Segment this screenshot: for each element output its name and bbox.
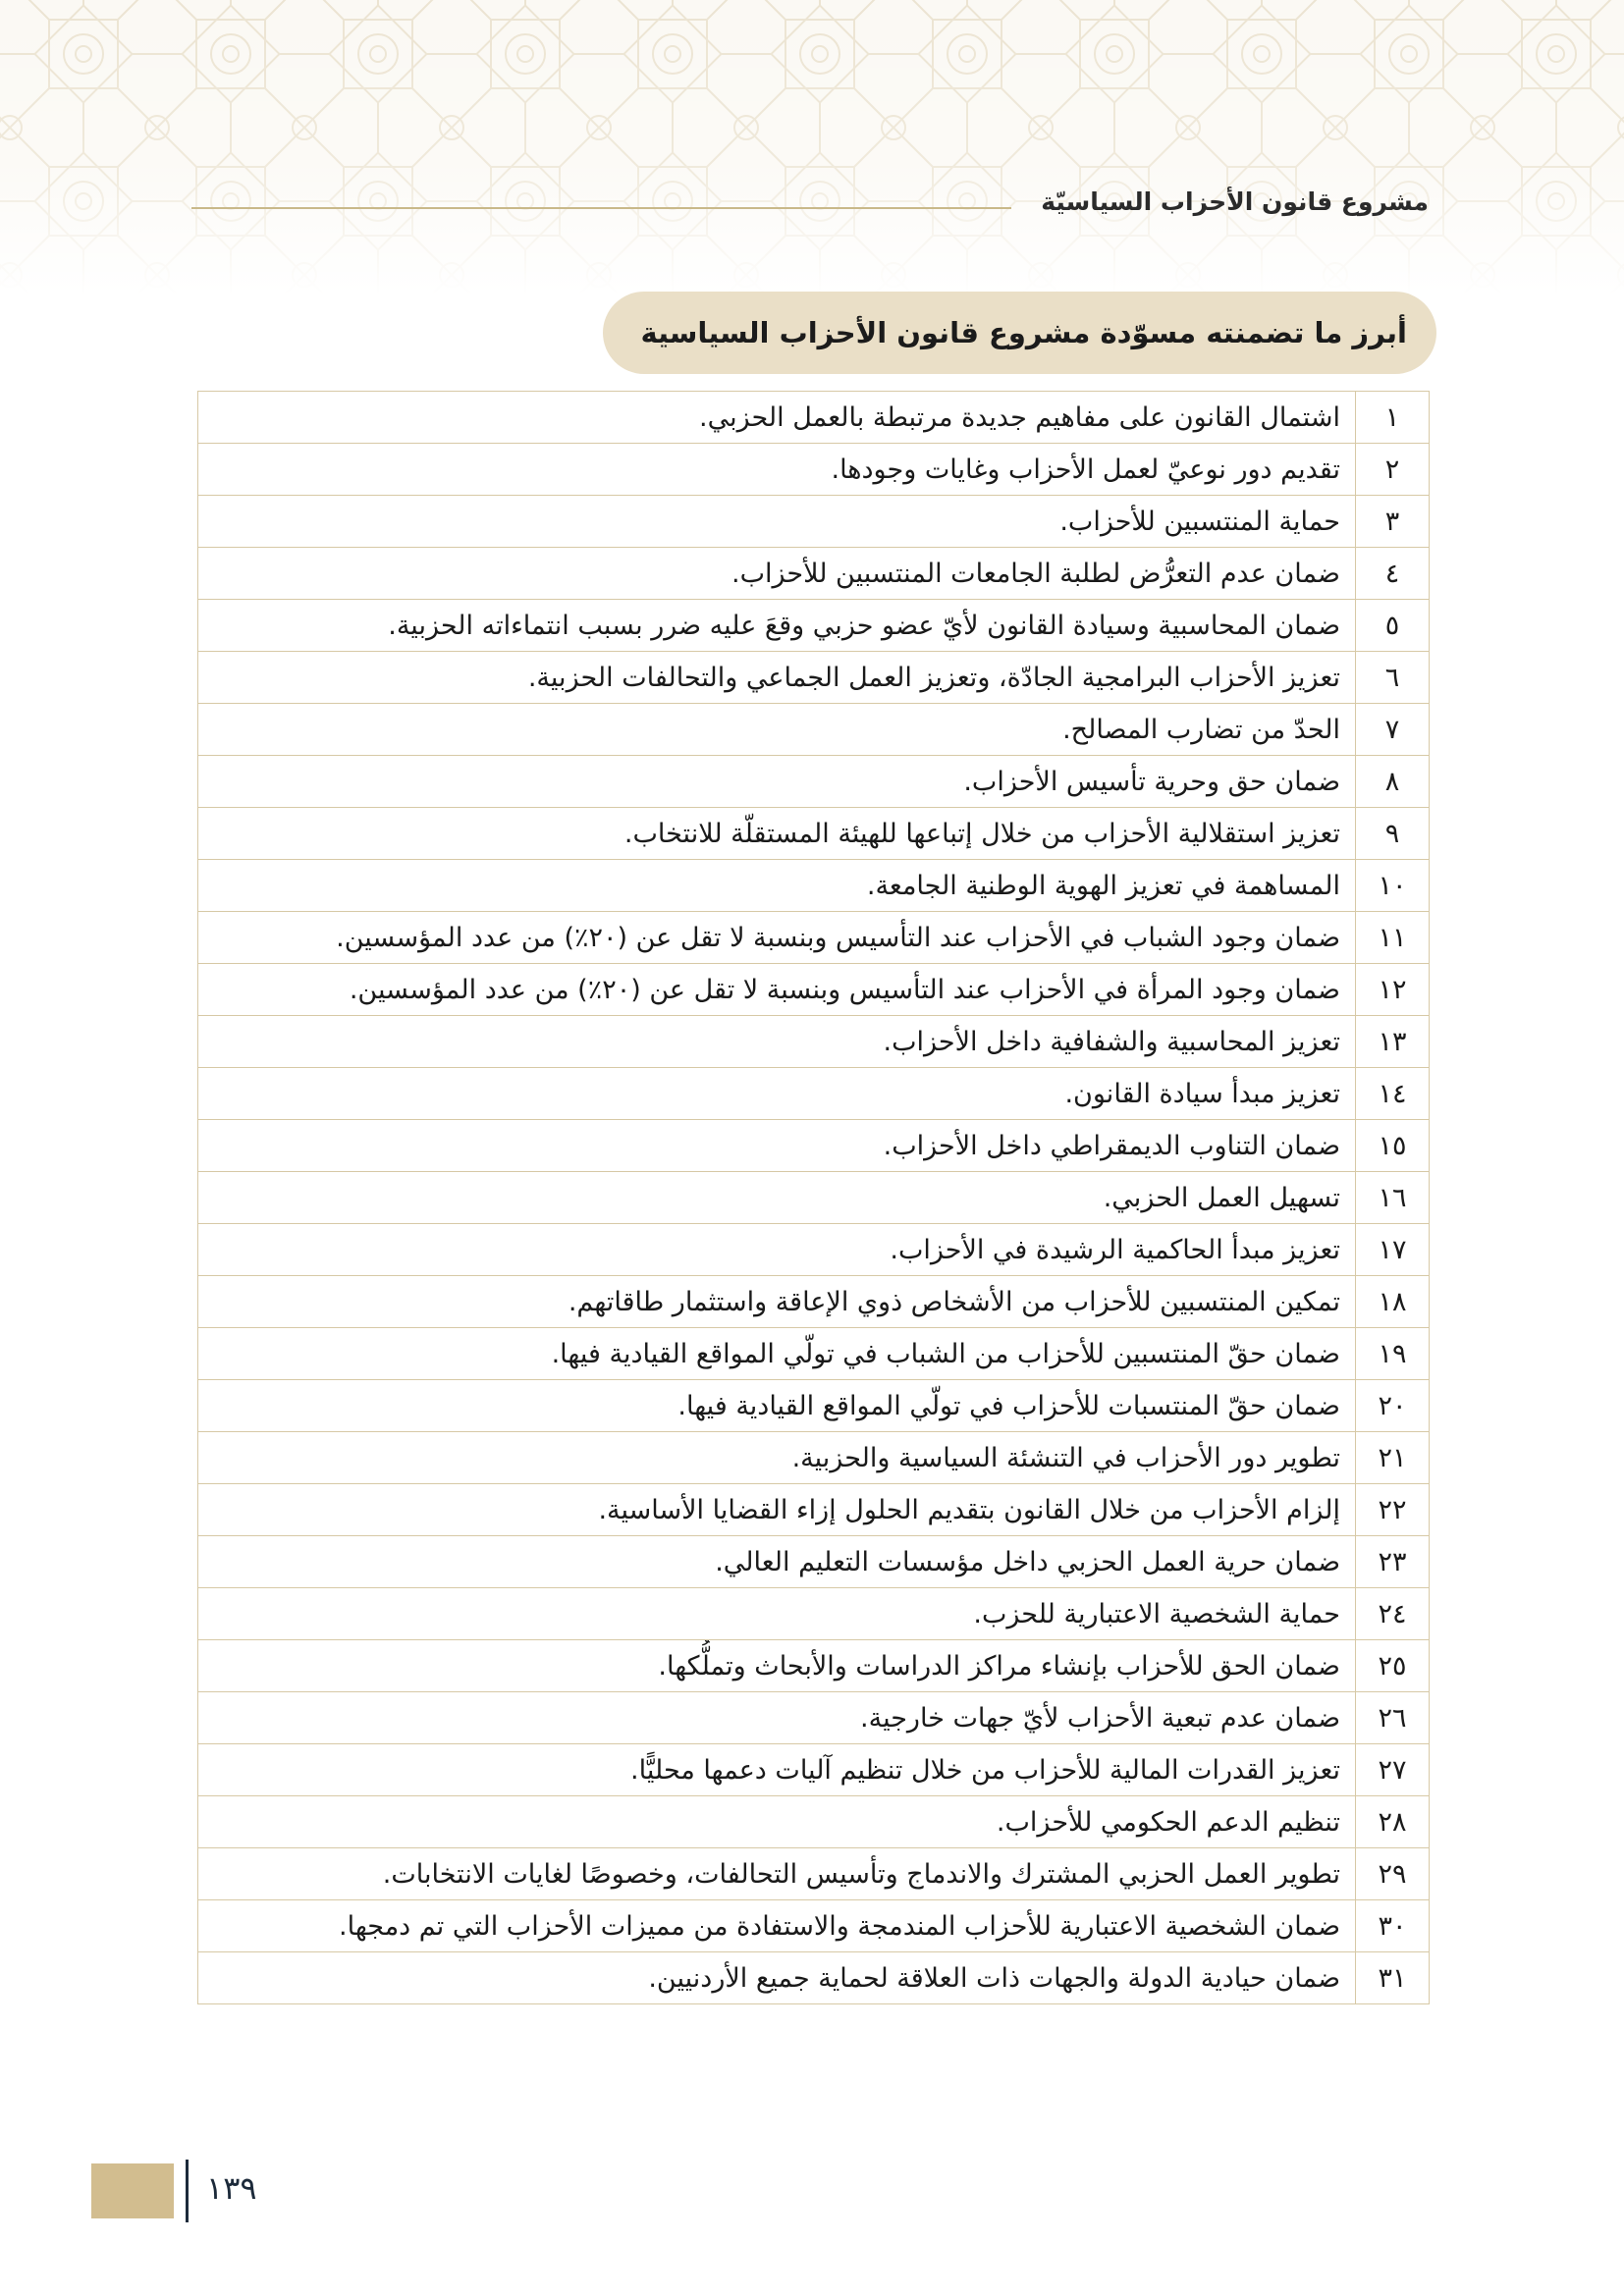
item-text: تعزيز القدرات المالية للأحزاب من خلال تنظيم آليات دعمها محليًّا. xyxy=(198,1744,1356,1796)
item-number: ٨ xyxy=(1356,756,1430,808)
table-row xyxy=(198,1796,1430,1848)
table-row xyxy=(198,600,1430,652)
header-rule xyxy=(191,207,1011,209)
item-number: ١٢ xyxy=(1356,964,1430,1016)
item-text: تعزيز المحاسبية والشفافية داخل الأحزاب. xyxy=(198,1016,1356,1068)
table-row xyxy=(198,1848,1430,1900)
item-text: تعزيز استقلالية الأحزاب من خلال إتباعها للهيئة المستقلّة للانتخاب. xyxy=(198,808,1356,860)
item-number: ١ xyxy=(1356,392,1430,444)
item-number: ١٤ xyxy=(1356,1068,1430,1120)
item-text: تطوير العمل الحزبي المشترك والاندماج وتأسيس التحالفات، وخصوصًا لغايات الانتخابات. xyxy=(198,1848,1356,1900)
item-text: تعزيز مبدأ الحاكمية الرشيدة في الأحزاب. xyxy=(198,1224,1356,1276)
page-number: ١٣٩ xyxy=(206,2169,257,2207)
item-number: ٣١ xyxy=(1356,1952,1430,2004)
item-number: ١٩ xyxy=(1356,1328,1430,1380)
item-number: ٢٨ xyxy=(1356,1796,1430,1848)
item-text: ضمان الشخصية الاعتبارية للأحزاب المندمجة والاستفادة من مميزات الأحزاب التي تم دمجها. xyxy=(198,1900,1356,1952)
table-row xyxy=(198,1900,1430,1952)
item-number: ٢٠ xyxy=(1356,1380,1430,1432)
item-text: ضمان وجود المرأة في الأحزاب عند التأسيس وبنسبة لا تقل عن (٢٠٪) من عدد المؤسسين. xyxy=(198,964,1356,1016)
item-number: ٢ xyxy=(1356,444,1430,496)
item-number: ٥ xyxy=(1356,600,1430,652)
section-banner xyxy=(603,292,1436,374)
item-number: ٢٣ xyxy=(1356,1536,1430,1588)
section-title: أبرز ما تضمنته مسوّدة مشروع قانون الأحزاب السياسية xyxy=(640,316,1407,349)
item-text: اشتمال القانون على مفاهيم جديدة مرتبطة بالعمل الحزبي. xyxy=(198,392,1356,444)
table-row xyxy=(198,1276,1430,1328)
item-number: ٣ xyxy=(1356,496,1430,548)
item-text: تنظيم الدعم الحكومي للأحزاب. xyxy=(198,1796,1356,1848)
item-number: ٤ xyxy=(1356,548,1430,600)
item-text: تمكين المنتسبين للأحزاب من الأشخاص ذوي الإعاقة واستثمار طاقاتهم. xyxy=(198,1276,1356,1328)
table-row xyxy=(198,912,1430,964)
running-header xyxy=(191,182,1429,221)
item-text: تسهيل العمل الحزبي. xyxy=(198,1172,1356,1224)
table-row xyxy=(198,1588,1430,1640)
item-number: ١٧ xyxy=(1356,1224,1430,1276)
item-text: إلزام الأحزاب من خلال القانون بتقديم الحلول إزاء القضايا الأساسية. xyxy=(198,1484,1356,1536)
table-row xyxy=(198,1692,1430,1744)
item-text: تعزيز مبدأ سيادة القانون. xyxy=(198,1068,1356,1120)
table-row xyxy=(198,704,1430,756)
item-number: ٢٧ xyxy=(1356,1744,1430,1796)
table-row xyxy=(198,756,1430,808)
table-row xyxy=(198,1016,1430,1068)
item-text: تعزيز الأحزاب البرامجية الجادّة، وتعزيز العمل الجماعي والتحالفات الحزبية. xyxy=(198,652,1356,704)
item-number: ٧ xyxy=(1356,704,1430,756)
item-text: ضمان التناوب الديمقراطي داخل الأحزاب. xyxy=(198,1120,1356,1172)
item-text: تقديم دور نوعيّ لعمل الأحزاب وغايات وجودها. xyxy=(198,444,1356,496)
table-row xyxy=(198,1328,1430,1380)
table-row xyxy=(198,1484,1430,1536)
item-number: ٢١ xyxy=(1356,1432,1430,1484)
item-text: ضمان وجود الشباب في الأحزاب عند التأسيس وبنسبة لا تقل عن (٢٠٪) من عدد المؤسسين. xyxy=(198,912,1356,964)
item-number: ١٨ xyxy=(1356,1276,1430,1328)
table-row xyxy=(198,1640,1430,1692)
table-row xyxy=(198,1380,1430,1432)
item-text: المساهمة في تعزيز الهوية الوطنية الجامعة. xyxy=(198,860,1356,912)
table-row xyxy=(198,1068,1430,1120)
table-row xyxy=(198,652,1430,704)
item-number: ٦ xyxy=(1356,652,1430,704)
table-row xyxy=(198,496,1430,548)
table-row xyxy=(198,1744,1430,1796)
item-text: ضمان الحق للأحزاب بإنشاء مراكز الدراسات والأبحاث وتملُّكها. xyxy=(198,1640,1356,1692)
items-table xyxy=(197,391,1430,2004)
table-row xyxy=(198,808,1430,860)
item-number: ٢٦ xyxy=(1356,1692,1430,1744)
item-number: ٢٥ xyxy=(1356,1640,1430,1692)
item-text: ضمان حقّ المنتسبات للأحزاب في تولّي المواقع القيادية فيها. xyxy=(198,1380,1356,1432)
item-number: ١٠ xyxy=(1356,860,1430,912)
item-number: ٢٢ xyxy=(1356,1484,1430,1536)
geometric-pattern xyxy=(0,0,1624,294)
table-row xyxy=(198,1224,1430,1276)
table-row xyxy=(198,1120,1430,1172)
item-number: ١١ xyxy=(1356,912,1430,964)
item-number: ١٦ xyxy=(1356,1172,1430,1224)
item-text: ضمان حيادية الدولة والجهات ذات العلاقة لحماية جميع الأردنيين. xyxy=(198,1952,1356,2004)
running-title: مشروع قانون الأحزاب السياسيّة xyxy=(1041,187,1429,216)
table-row xyxy=(198,964,1430,1016)
table-row xyxy=(198,1172,1430,1224)
footer-rule xyxy=(186,2160,189,2222)
item-number: ٩ xyxy=(1356,808,1430,860)
item-number: ١٣ xyxy=(1356,1016,1430,1068)
item-number: ٢٤ xyxy=(1356,1588,1430,1640)
table-row xyxy=(198,548,1430,600)
table-row xyxy=(198,392,1430,444)
item-text: تطوير دور الأحزاب في التنشئة السياسية والحزبية. xyxy=(198,1432,1356,1484)
footer-color-block xyxy=(91,2163,174,2218)
table-row xyxy=(198,1952,1430,2004)
table-row xyxy=(198,860,1430,912)
table-row xyxy=(198,1536,1430,1588)
decorative-pattern-band xyxy=(0,0,1624,294)
item-text: الحدّ من تضارب المصالح. xyxy=(198,704,1356,756)
items-table-body xyxy=(198,392,1430,2004)
item-text: ضمان المحاسبية وسيادة القانون لأيّ عضو حزبي وقعَ عليه ضرر بسبب انتماءاته الحزبية. xyxy=(198,600,1356,652)
table-row xyxy=(198,1432,1430,1484)
item-number: ٢٩ xyxy=(1356,1848,1430,1900)
item-text: ضمان عدم تبعية الأحزاب لأيّ جهات خارجية. xyxy=(198,1692,1356,1744)
item-number: ١٥ xyxy=(1356,1120,1430,1172)
item-number: ٣٠ xyxy=(1356,1900,1430,1952)
item-text: ضمان حرية العمل الحزبي داخل مؤسسات التعليم العالي. xyxy=(198,1536,1356,1588)
table-row xyxy=(198,444,1430,496)
item-text: ضمان حقّ المنتسبين للأحزاب من الشباب في تولّي المواقع القيادية فيها. xyxy=(198,1328,1356,1380)
item-text: حماية الشخصية الاعتبارية للحزب. xyxy=(198,1588,1356,1640)
item-text: ضمان حق وحرية تأسيس الأحزاب. xyxy=(198,756,1356,808)
item-text: ضمان عدم التعرُّض لطلبة الجامعات المنتسبين للأحزاب. xyxy=(198,548,1356,600)
item-text: حماية المنتسبين للأحزاب. xyxy=(198,496,1356,548)
